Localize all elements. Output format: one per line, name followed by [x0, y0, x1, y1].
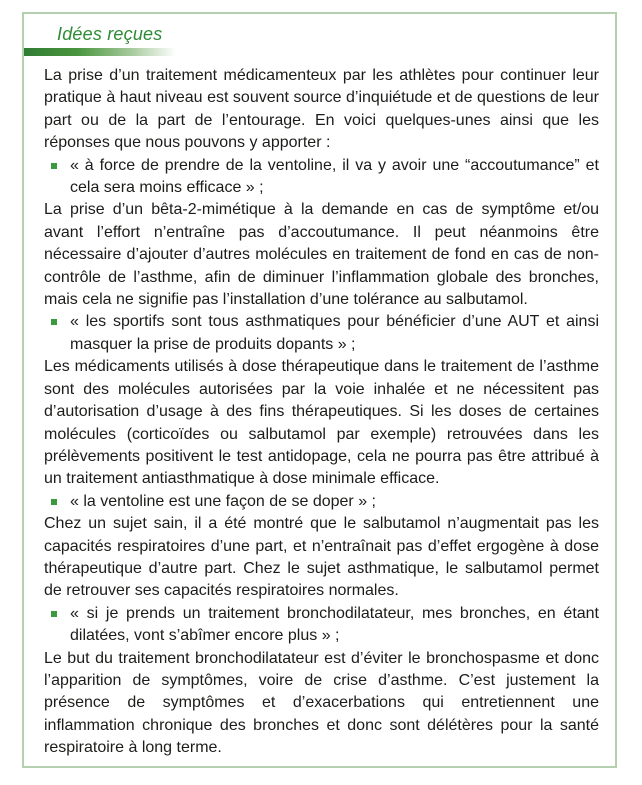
title-underline-gradient-bar [24, 48, 176, 56]
bullet-item-aut [44, 311, 599, 356]
idees-recues-panel [22, 12, 617, 768]
bullet-item-text: « la ventoline est une façon de se doper » ; [70, 492, 376, 510]
answer-paragraph-doper: Chez un sujet sain, il a été montré que le salbutamol n’augmentait pas les capacités respiratoires d’une part, et n’entraînait pas d’effet ergogène à dose thérapeutique d’autre part. Chez le sujet asthmatique, le salbutamol permet de retrouver ses capacités respiratoires normales. [44, 515, 599, 600]
answer-paragraph-accoutumance: La prise d’un bêta-2-mimétique à la demande en cas de symptôme et/ou avant l’effort n’entraîne pas d’accoutumance. Il peut néanmoins être nécessaire d’ajouter d’autres molécules en traitement de fond en cas de non-contrôle de l’asthme, afin de diminuer l’inflammation globale des bronches, mais cela ne signifie pas l’installation d’une tolérance au salbutamol. [44, 201, 599, 309]
panel-header [24, 14, 615, 56]
bullet-square-icon [51, 499, 57, 505]
bullet-item-text: « si je prends un traitement bronchodilatateur, mes bronches, en étant dilatées, vont s’abîmer encore plus » ; [70, 604, 599, 645]
bullet-square-icon [51, 319, 57, 325]
panel-title: Idées reçues [57, 24, 163, 44]
bullet-square-icon [51, 611, 57, 617]
panel-body [24, 65, 615, 760]
bullet-square-icon [51, 163, 57, 169]
bullet-item-text: « les sportifs sont tous asthmatiques pour bénéficier d’une AUT et ainsi masquer la prise de produits dopants » ; [70, 313, 599, 353]
answer-paragraph-aut: Les médicaments utilisés à dose thérapeutique dans le traitement de l’asthme sont des molécules autorisées par la voie inhalée et ne nécessitent pas d’autorisation d’usage à des fins thérapeutiques. Si les doses de certaines molécules (corticoïdes ou salbutamol par exemple) retrouvées dans les prélèvements positivent le test antidopage, cela ne pourra pas être attribué à un traitement antiasthmatique à dose minimale efficace. [44, 358, 599, 488]
intro-paragraph: La prise d’un traitement médicamenteux par les athlètes pour continuer leur pratique à haut niveau est souvent source d’inquiétude et de questions de leur part ou de la part de l’entourage. En voici quelques-unes ainsi que les réponses que nous pouvons y apporter : [44, 67, 599, 152]
bullet-item-bronches-dilatees [44, 603, 599, 648]
answer-paragraph-bronchodilatateur: Le but du traitement bronchodilatateur est d’éviter le bronchospasme et donc l’apparition de symptômes, voire de crise d’asthme. C’est justement la présence de symptômes et d’exacerbations qui entretiennent une inflammation chronique des bronches et donc sont délétères pour la santé respiratoire à long terme. [44, 649, 599, 757]
bullet-item-accoutumance [44, 155, 599, 200]
bullet-item-text: « à force de prendre de la ventoline, il va y avoir une “accoutumance” et cela sera moins efficace » ; [70, 156, 599, 197]
bullet-item-doper [44, 491, 599, 513]
